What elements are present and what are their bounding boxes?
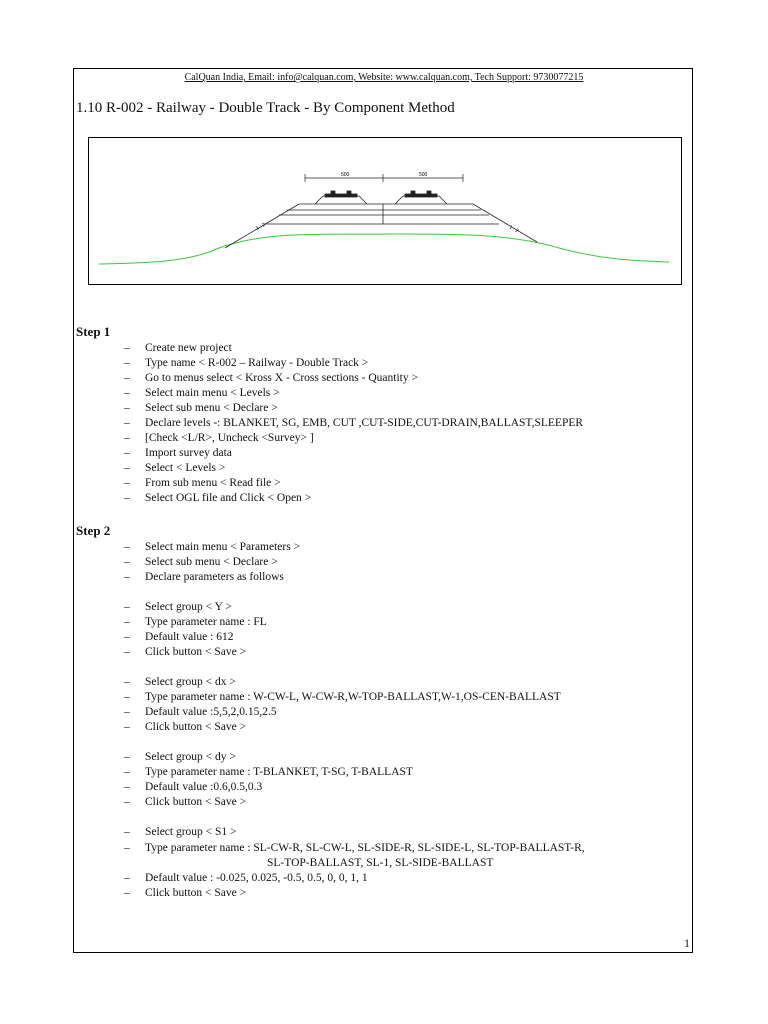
step-1-item: Select OGL file and Click < Open > <box>145 492 312 504</box>
bullet-dash: – <box>124 706 130 718</box>
contact-header: CalQuan India, Email: info@calquan.com, Website: www.calquan.com, Tech Support: 9730077215 <box>184 72 584 83</box>
step-2-item: Select group < dx > <box>145 676 236 688</box>
step-1-item: Select sub menu < Declare > <box>145 402 278 414</box>
step-1-item: Declare levels -: BLANKET, SG, EMB, CUT ,CUT-SIDE,CUT-DRAIN,BALLAST,SLEEPER <box>145 417 584 429</box>
slope-left-label: 1 : 2 <box>255 221 267 232</box>
step-2-item: Default value :5,5,2,0.15,2.5 <box>145 706 277 718</box>
step-2-item: Type parameter name : T-BLANKET, T-SG, T-BALLAST <box>145 766 413 778</box>
ground-profile-line <box>99 234 669 264</box>
bullet-dash: – <box>124 601 130 613</box>
step-1-item: Create new project <box>145 342 232 354</box>
bullet-dash: – <box>124 766 130 778</box>
embankment-layers <box>225 204 537 248</box>
slope-right-label: 1 : 2 <box>508 224 520 235</box>
bullet-dash: – <box>124 691 130 703</box>
bullet-dash: – <box>124 571 130 583</box>
step-1-item: Type name < R-002 – Railway - Double Track > <box>145 357 369 369</box>
step-2-item: Click button < Save > <box>145 796 247 808</box>
step-1-item: [Check <L/R>, Uncheck <Survey> ] <box>145 432 314 444</box>
cross-section-figure <box>88 137 682 285</box>
bullet-dash: – <box>124 872 130 884</box>
step-2-item: SL-TOP-BALLAST, SL-1, SL-SIDE-BALLAST <box>267 857 494 869</box>
bullet-dash: – <box>124 342 130 354</box>
bullet-dash: – <box>124 541 130 553</box>
step-2-item: Type parameter name : FL <box>145 616 267 628</box>
bullet-dash: – <box>124 402 130 414</box>
step-2-item: Type parameter name : SL-CW-R, SL-CW-L, SL-SIDE-R, SL-SIDE-L, SL-TOP-BALLAST-R, <box>145 842 585 854</box>
bullet-dash: – <box>124 842 130 854</box>
step-1-item: Import survey data <box>145 447 232 459</box>
step-1-item: From sub menu < Read file > <box>145 477 281 489</box>
bullet-dash: – <box>124 387 130 399</box>
bullet-dash: – <box>124 417 130 429</box>
bullet-dash: – <box>124 826 130 838</box>
bullet-dash: – <box>124 887 130 899</box>
bullet-dash: – <box>124 432 130 444</box>
dimension-lines <box>305 174 463 182</box>
bullet-dash: – <box>124 556 130 568</box>
bullet-dash: – <box>124 631 130 643</box>
bullet-dash: – <box>124 721 130 733</box>
step-2-item: Select group < S1 > <box>145 826 237 838</box>
step-2-item: Select group < Y > <box>145 601 232 613</box>
page-number: 1 <box>684 936 690 950</box>
bullet-dash: – <box>124 751 130 763</box>
section-title: 1.10 R-002 - Railway - Double Track - By Component Method <box>76 100 455 116</box>
step-2-item: Select sub menu < Declare > <box>145 556 278 568</box>
track-ballast <box>315 191 447 204</box>
dimension-left-label: 500 <box>341 172 350 178</box>
bullet-dash: – <box>124 372 130 384</box>
step-1-item: Select main menu < Levels > <box>145 387 280 399</box>
bullet-dash: – <box>124 447 130 459</box>
bullet-dash: – <box>124 616 130 628</box>
step-2-item: Type parameter name : W-CW-L, W-CW-R,W-TOP-BALLAST,W-1,OS-CEN-BALLAST <box>145 691 561 703</box>
step-2-item: Select main menu < Parameters > <box>145 541 301 553</box>
step-2-title: Step 2 <box>76 523 111 538</box>
step-2-item: Default value : -0.025, 0.025, -0.5, 0.5, 0, 0, 1, 1 <box>145 872 368 884</box>
step-2-item: Default value : 612 <box>145 631 234 643</box>
bullet-dash: – <box>124 796 130 808</box>
step-2-item: Declare parameters as follows <box>145 571 284 583</box>
step-1-item: Select < Levels > <box>145 462 226 474</box>
bullet-dash: – <box>124 492 130 504</box>
step-2-item: Click button < Save > <box>145 646 247 658</box>
step-2-item: Select group < dy > <box>145 751 236 763</box>
step-2-item: Click button < Save > <box>145 887 247 899</box>
bullet-dash: – <box>124 462 130 474</box>
step-1-title: Step 1 <box>76 324 111 339</box>
step-2-item: Default value :0.6,0.5,0.3 <box>145 781 263 793</box>
bullet-dash: – <box>124 676 130 688</box>
bullet-dash: – <box>124 646 130 658</box>
bullet-dash: – <box>124 357 130 369</box>
bullet-dash: – <box>124 477 130 489</box>
dimension-right-label: 500 <box>419 172 428 178</box>
bullet-dash: – <box>124 781 130 793</box>
step-1-item: Go to menus select < Kross X - Cross sections - Quantity > <box>145 372 418 384</box>
step-2-item: Click button < Save > <box>145 721 247 733</box>
cross-section-drawing <box>89 138 683 286</box>
